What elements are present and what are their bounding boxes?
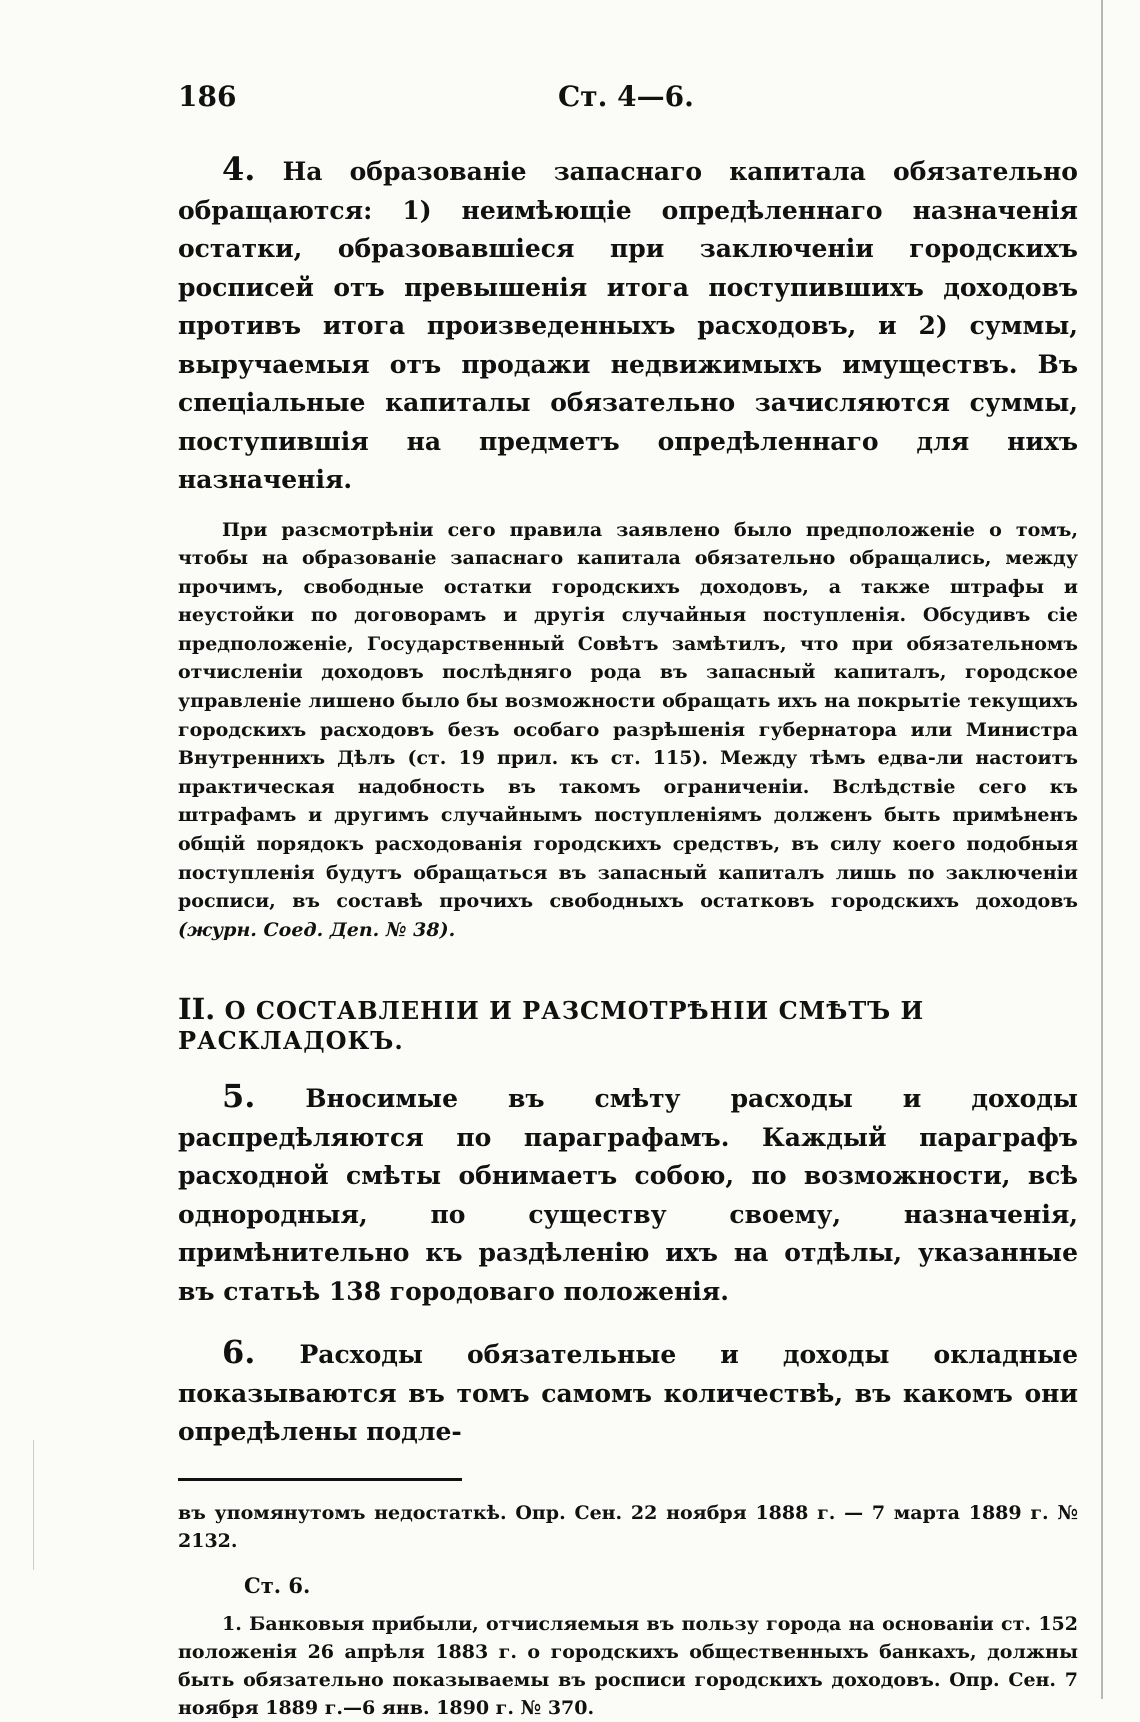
article-5-number: 5. — [222, 1077, 256, 1116]
footnote-item-1 — [178, 1610, 1078, 1722]
commentary-citation: (журн. Соед. Деп. № 38). — [178, 918, 456, 941]
page-header — [178, 72, 1078, 122]
scan-artifact-line — [33, 1440, 34, 1570]
section-roman-numeral: II. — [178, 992, 216, 1027]
footnote-divider — [178, 1478, 462, 1481]
article-4-number: 4. — [222, 150, 256, 188]
article-5 — [178, 1077, 1078, 1311]
article-4 — [178, 150, 1078, 500]
article-6 — [178, 1333, 1078, 1452]
commentary-note — [178, 516, 1078, 945]
footnote-heading: Ст. 6. — [244, 1572, 311, 1598]
section-heading — [178, 992, 1078, 1055]
article-6-number: 6. — [222, 1333, 256, 1372]
article-6-text: Расходы обязательные и доходы окладные показываются въ томъ самомъ количествѣ, въ какомъ они опредѣлены подле- — [178, 1340, 1078, 1447]
book-page — [178, 72, 1078, 1722]
footnote-item-1-text: 1. Банковыя прибыли, отчисляемыя въ пользу города на основаніи ст. 152 положенія 26 апрѣля 1883 г. о городскихъ общественныхъ банкахъ, должны быть обязательно показываемы въ росписи городскихъ доходовъ. Опр. Сен. 7 ноября 1889 г.—6 янв. 1890 г. № 370. — [178, 1612, 1078, 1719]
article-4-text: На образованіе запаснаго капитала обязательно обращаются: 1) неимѣющіе опредѣленнаго назначенія остатки, образовавшіеся при заключеніи городскихъ росписей отъ превышенія итога поступившихъ доходовъ противъ итога произведенныхъ расходовъ, и 2) суммы, выручаемыя отъ продажи недвижимыхъ имуществъ. Въ спеціальные капиталы обязательно зачисляются суммы, поступившія на предметъ опредѣленнаго для нихъ назначенія. — [178, 157, 1078, 494]
page-number: 186 — [178, 80, 237, 113]
article-5-text: Вносимые въ смѣту расходы и доходы распредѣляются по параграфамъ. Каждый параграфъ расходной смѣты обнимаетъ собою, по возможности, всѣ однородныя, по существу своему, назначенія, примѣнительно къ раздѣленію ихъ на отдѣлы, указанные въ статьѣ 138 городоваго положенія. — [178, 1084, 1078, 1306]
page-edge-line — [1101, 0, 1103, 1699]
section-title: О СОСТАВЛЕНІИ И РАЗСМОТРѢНІИ СМѢТЪ И РАСКЛАДОКЪ. — [178, 996, 925, 1056]
commentary-note-text: При разсмотрѣніи сего правила заявлено было предположеніе о томъ, чтобы на образованіе запаснаго капитала обязательно обращались, между прочимъ, свободные остатки городскихъ доходовъ, а также штрафы и неустойки по договорамъ и другія случайныя поступленія. Обсудивъ сіе предположеніе, Государственный Совѣтъ замѣтилъ, что при обязательномъ отчисленіи доходовъ послѣдняго рода въ запасный капиталъ, городское управленіе лишено было бы возможности обращать ихъ на покрытіе текущихъ городскихъ расходовъ безъ особаго разрѣшенія губернатора или Министра Внутреннихъ Дѣлъ (ст. 19 прил. къ ст. 115). Между тѣмъ едва-ли настоитъ практическая надобность въ такомъ ограниченіи. Вслѣдствіе сего къ штрафамъ и другимъ случайнымъ поступленіямъ долженъ быть примѣненъ общій порядокъ расходованія городскихъ средствъ, въ силу коего подобныя поступленія будутъ обращаться въ запасный капиталъ лишь по заключеніи росписи, въ составѣ прочихъ свободныхъ остатковъ городскихъ доходовъ — [178, 518, 1078, 913]
running-head: Ст. 4—6. — [558, 80, 694, 113]
footnote-continuation: въ упомянутомъ недостаткѣ. Опр. Сен. 22 ноября 1888 г. — 7 марта 1889 г. № 2132. — [178, 1501, 1078, 1552]
